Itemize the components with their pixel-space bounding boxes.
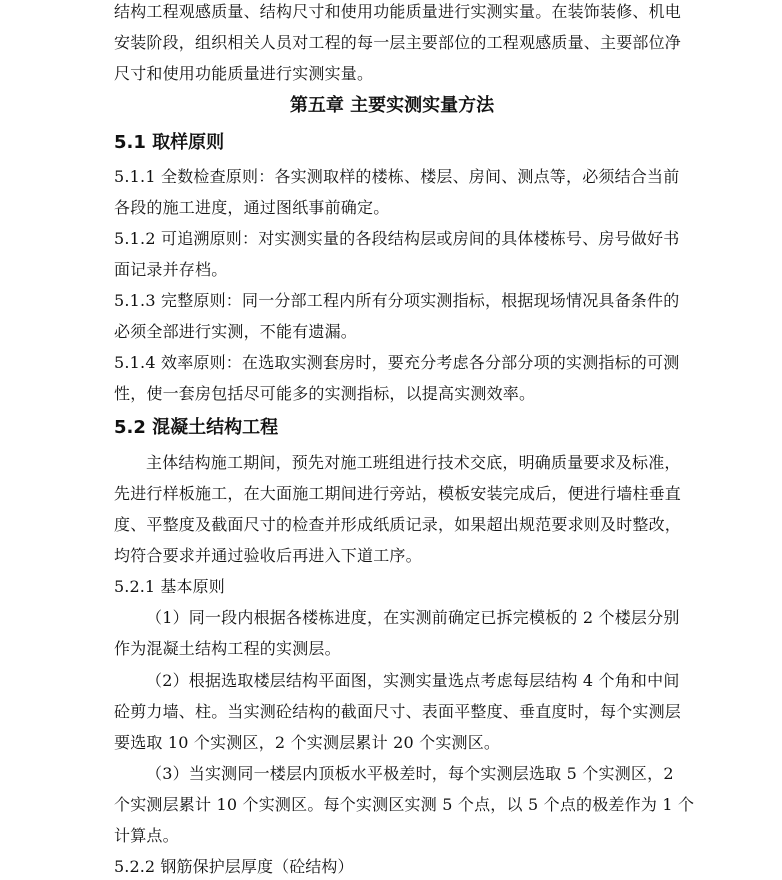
item-5-1-1-line: 5.1.1 全数检查原则：各实测取样的楼栋、楼层、房间、测点等，必须结合当前 [114, 167, 680, 186]
subsection-heading-5-2-1: 5.2.1 基本原则 [114, 577, 225, 596]
item-5-1-2-line: 面记录并存档。 [114, 260, 228, 279]
intro-line: 尺寸和使用功能质量进行实测实量。 [114, 64, 374, 83]
section-heading-5-1: 5.1 取样原则 [114, 132, 225, 153]
chapter-title: 第五章 主要实测实量方法 [289, 95, 495, 116]
principle-3-line: 个实测层累计 10 个实测区。每个实测区实测 5 个点，以 5 个点的极差作为 1 个 [114, 795, 695, 814]
principle-1-line: （1）同一段内根据各楼栋进度，在实测前确定已拆完模板的 2 个楼层分别 [146, 608, 680, 627]
intro-line: 安装阶段，组织相关人员对工程的每一层主要部位的工程观感质量、主要部位净 [114, 33, 682, 52]
intro-line: 结构工程观感质量、结构尺寸和使用功能质量进行实测实量。在装饰装修、机电 [114, 2, 682, 21]
paragraph-line: 均符合要求并通过验收后再进入下道工序。 [114, 546, 422, 565]
paragraph-line: 先进行样板施工，在大面施工期间进行旁站，模板安装完成后，便进行墙柱垂直 [114, 484, 682, 503]
principle-2-line: （2）根据选取楼层结构平面图，实测实量选点考虑每层结构 4 个角和中间 [146, 671, 680, 690]
principle-1-line: 作为混凝土结构工程的实测层。 [114, 639, 341, 658]
item-5-1-1-line: 各段的施工进度，通过图纸事前确定。 [114, 198, 390, 217]
item-5-1-4-line: 5.1.4 效率原则：在选取实测套房时，要充分考虑各分部分项的实测指标的可测 [114, 353, 680, 372]
item-5-1-4-line: 性，使一套房包括尽可能多的实测指标，以提高实测效率。 [114, 384, 536, 403]
paragraph-line: 度、平整度及截面尺寸的检查并形成纸质记录，如果超出规范要求则及时整改， [114, 515, 682, 534]
principle-2-line: 要选取 10 个实测区，2 个实测层累计 20 个实测区。 [114, 733, 501, 752]
principle-3-line: （3）当实测同一楼层内顶板水平极差时，每个实测层选取 5 个实测区，2 [146, 764, 674, 783]
principle-2-line: 砼剪力墙、柱。当实测砼结构的截面尺寸、表面平整度、垂直度时，每个实测层 [114, 702, 682, 721]
subsection-heading-5-2-2: 5.2.2 钢筋保护层厚度（砼结构） [114, 857, 354, 876]
principle-3-line: 计算点。 [114, 826, 179, 845]
item-5-1-3-line: 必须全部进行实测，不能有遗漏。 [114, 322, 358, 341]
paragraph-line: 主体结构施工期间，预先对施工班组进行技术交底，明确质量要求及标准， [146, 453, 681, 472]
item-5-1-2-line: 5.1.2 可追溯原则：对实测实量的各段结构层或房间的具体楼栋号、房号做好书 [114, 229, 680, 248]
section-heading-5-2: 5.2 混凝土结构工程 [114, 417, 279, 438]
item-5-1-3-line: 5.1.3 完整原则：同一分部工程内所有分项实测指标，根据现场情况具备条件的 [114, 291, 680, 310]
